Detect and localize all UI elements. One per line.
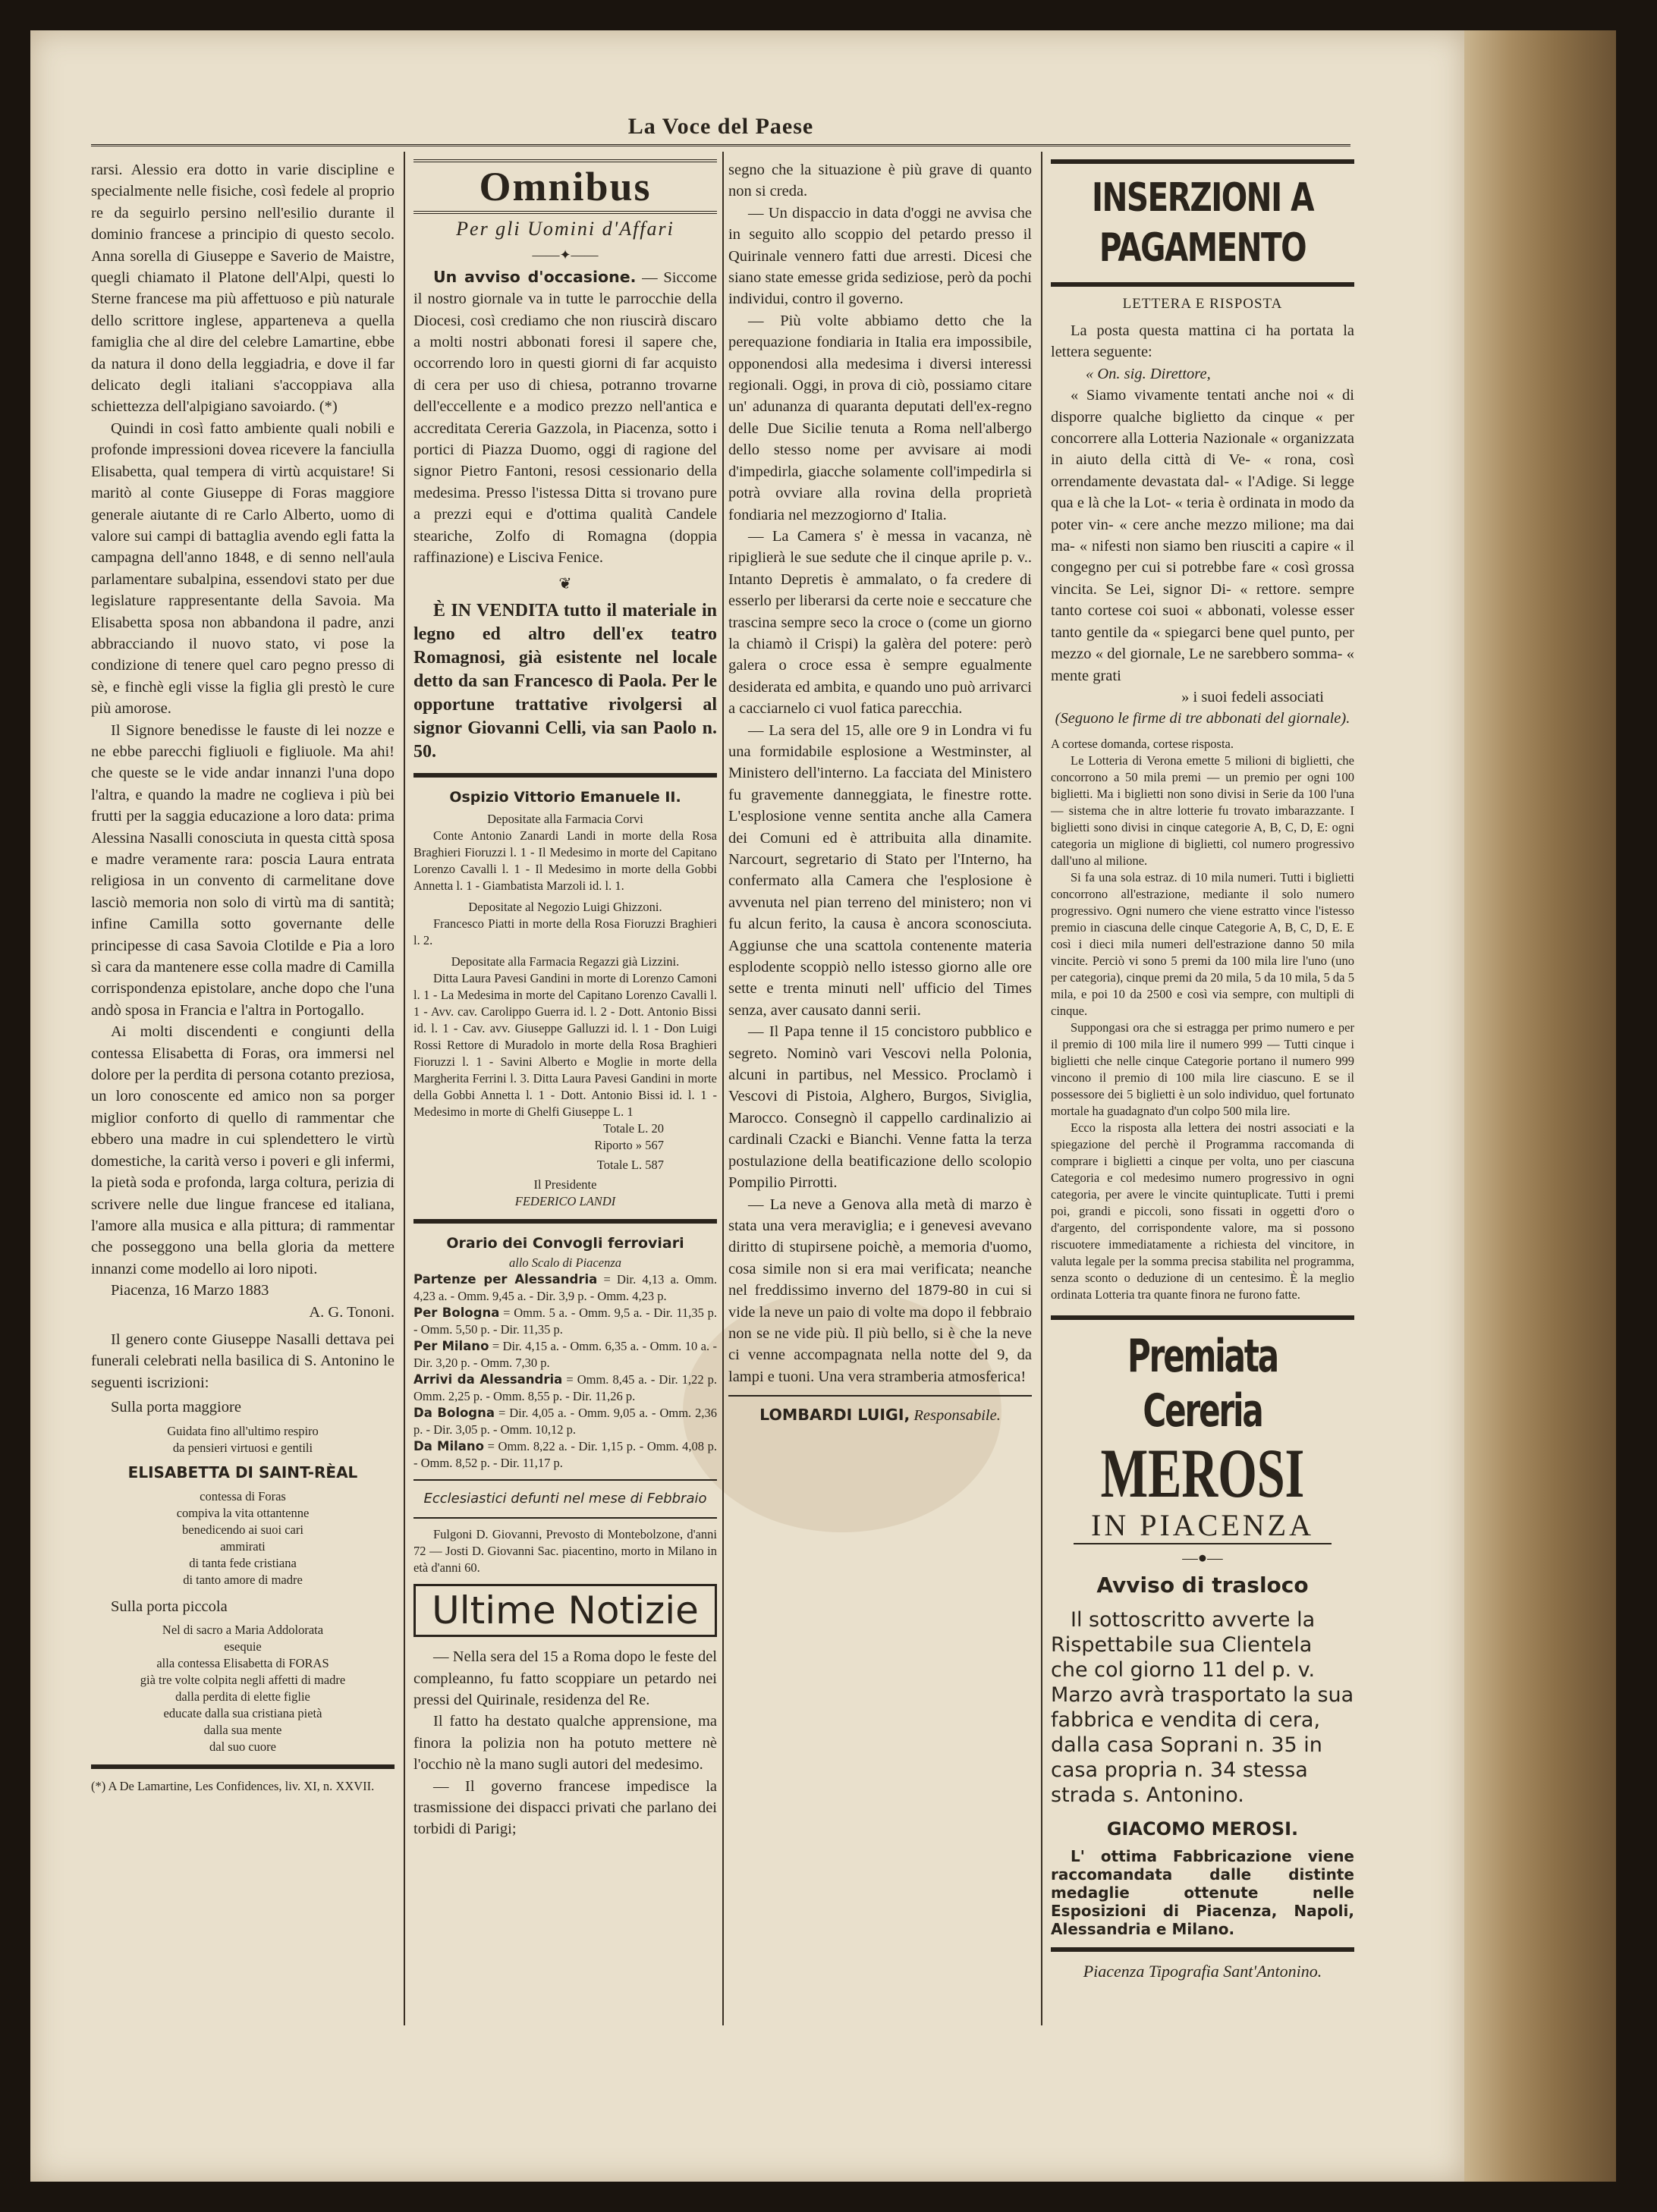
porta-piccola-label: Sulla porta piccola — [111, 1598, 228, 1615]
orario-row — [413, 1338, 717, 1372]
orario-row — [413, 1305, 717, 1338]
divider — [1051, 1315, 1354, 1320]
ornament-icon: —●— — [1182, 1549, 1223, 1566]
divider — [1051, 282, 1354, 287]
totale-1: Totale L. 20 — [603, 1121, 664, 1136]
article-signature: A. G. Tononi. — [309, 1303, 395, 1321]
omnibus-subtitle: Per gli Uomini d'Affari — [456, 218, 674, 240]
fleuron-icon: ❦ — [558, 575, 572, 592]
lettera-salutation: « On. sig. Direttore, — [1086, 365, 1211, 382]
inscription-line: benedicendo ai suoi cari — [182, 1522, 303, 1537]
column-2 — [413, 159, 717, 1840]
lettera-body: « Siamo vivamente tentati anche noi « di disporre qualche biglietto da cinque « per concorrere alla Lotteria Nazionale « organizzata in aiuto della città di Ve- « rona, così orrendamente devastata dal- « l'Adige. Si legge qua e là che la Lot- « teria è ordinata in modo da poter vin- « cere anche mezzo milione; ma dai ma- « nifesti non siamo ben riusciti a capire « il congegno per cui si potrebbe fare « così grossa vincita. Se Lei, signor Di- « rettore. sempre tanto cortese coi suoi « abbonati, volesse esser tanto gentile da « spiegarci bene quel punto, per mezzo « del giornale, Le ne sarebbero somma- « mente grati — [1051, 387, 1354, 684]
deposit-list: Ditta Laura Pavesi Gandini in morte di Lorenzo Camoni l. 1 - La Medesima in morte del Capitano Lorenzo Cavalli l. 1 - Avv. cav. Carolippo Guerra id. l. 2 - Dott. Antonio Bissi id. l. 1 - Cav. avv. Giuseppe Galluzzi id. l. 1 - Don Luigi Rossi Rettore di Muradolo in morte della Rosa Braghieri Fioruzzi l. 1 - Savini Alberto e Moglie in morte della Margherita Ferrini l. 3. Ditta Laura Pavesi Gandini in morte della Gobbi Annetta l. 1 - Dott. Antonio Bissi id. l. 1 - Medesimo in morte di Ghelfi Giuseppe L. 1 — [413, 971, 717, 1120]
orario-title: Orario dei Convogli ferroviari — [446, 1235, 684, 1252]
inscription-line: dal suo cuore — [209, 1739, 276, 1754]
deposit-label: Depositate alla Farmacia Corvi — [487, 812, 643, 827]
inscription-line: Nel di sacro a Maria Addolorata — [162, 1622, 324, 1637]
deposit-label: Depositate alla Farmacia Regazzi già Lizzini. — [451, 954, 680, 969]
orario-times: = Omm. 5 a. - Omm. 9,5 a. - Dir. 11,35 p. - Omm. 5,50 p. - Dir. 11,35 p. — [413, 1305, 718, 1337]
premiata-title: Premiata Cereria — [1127, 1329, 1278, 1437]
presidente-label: Il Presidente — [533, 1177, 597, 1192]
genero-paragraph: Il genero conte Giuseppe Nasalli dettava pei funerali celebrati nella basilica di S. Antonino le seguenti iscrizioni: — [91, 1331, 395, 1391]
inscription-2 — [91, 1622, 395, 1755]
lettera-intro: La posta questa mattina ci ha portata la lettera seguente: — [1051, 322, 1354, 361]
orario-label: Partenze per Alessandria — [413, 1271, 598, 1287]
news-paragraph: — La Camera s' è messa in vacanza, nè ripiglierà le sue sedute che il cinque aprile p. v.. Intanto Depretis è ammalato, o fa credere di esserlo per liberarsi da certe noie e seccature che trascina sempre seco la croce o (come un giorno la chiamò il Crispi) la galèra del potere: però galera o croce essa è sempre egualmente desiderata ed ambita, e quando uno può arrivarci a cacciarnelo ci vuol fatica parecchia. — [728, 527, 1032, 718]
merosi-title: MEROSI — [1100, 1434, 1305, 1512]
omnibus-title: Omnibus — [413, 159, 717, 214]
article-paragraph: rarsi. Alessio era dotto in varie discipline e specialmente nelle fisiche, così fedele al proprio re da seguirlo persino nell'esilio durante il dominio francese a principio di questo secolo. Anna sorella di Giuseppe e Saverio de Maistre, quegli chiamato il Platone dell'Alpi, questi lo Sterne francese ma più affettuoso e più naturale dello scrittore inglese, apparteneva a quella famiglia che al dire del celebre Lamartine, ebbe da natura il dono della leggiadria, e dove il far delicato degli italiani s'accoppiava alla schiettezza dell'alpigiano savoiardo. (*) — [91, 162, 395, 416]
inscription-1 — [91, 1423, 395, 1588]
lettera-note: (Seguono le firme di tre abbonati del giornale). — [1055, 710, 1350, 727]
news-paragraph: — Più volte abbiamo detto che la perequazione fondiaria in Italia era impossibile, opponendosi alla medesima i diversi interessi regionali. Oggi, in prova di ciò, possiamo citare un' adunanza di quaranta deputati dell'ex-regno delle Due Sicilie tenuta a Roma nell'albergo dello stesso nome per avvisare ai modi d'impedirla, giacche solamente coll'impedirla si potrà ovviare alla rovina della proprietà fondiaria nel mezzogiorno d' Italia. — [728, 312, 1032, 523]
risposta-paragraph: Ecco la risposta alla lettera dei nostri associati e la spiegazione del perchè il Programma raccomanda di comprare i biglietti a cinque per volta, uno per ciascuna Categoria e col medesimo numero progressivo in ogni categoria, per avere le vincite quintuplicate. Tutti i premi poi, grandi e piccoli, sono fissati in oggetti d'oro o d'argento, del corrispondente valore, ma si possono riscuotere immediatamente a richiesta del vincitore, in valuta legale per la somma precisa stabilita nel programma, senza sconto o deduzione di un centesimo. È la meglio ordinata Lotteria tra quante finora ne furono fatte. — [1051, 1120, 1354, 1302]
orario-list — [413, 1271, 717, 1472]
news-paragraph: — La sera del 15, alle ore 9 in Londra vi fu una formidabile esplosione a Westminster, al Ministero dell'interno. La facciata del Ministero fu gravemente danneggiata, le finestre rotte. L'esplosione venne sentita anche alla Camera dei Comuni ed è attribuita alla dinamite. Narcourt, segretario di Stato per l'Interno, ha confermato alla Camera che l'esplosione è avvenuta nel pian terreno del ministero; non vi fu alcun ferito, la causa è ancora sconosciuta. Aggiunse che una scattola contenente materia esplodente scoppiò nello istesso giorno alle ore sette e trenta minuti nell' ufficio del Times senza, aver causato danni serii. — [728, 721, 1032, 1019]
avviso-title: Un avviso d'occasione. — [433, 267, 637, 286]
orario-label: Per Bologna — [413, 1305, 500, 1320]
avviso-text: — Siccome il nostro giornale va in tutte le parrocchie della Diocesi, così crediamo che non riuscirà discaro a molti nostri abbonati foresi il sapere che, occorrendo loro in questi giorni di far acquisto di cera per uso di chiesa, potranno trovarne dell'eccellente e a modico prezzo nell'antica e accreditata Cereria Gazzola, in Piacenza, sotto i portici di Piazza Duomo, oggi di ragione del signor Pietro Fantoni, resosi cessionario della medesima. Presso l'istessa Ditta si trovano pure a prezzi equi e d'ottima qualità Candele steariche, Zolfo di Romagna (doppia raffinazione) e Lisciva Fenice. — [413, 269, 717, 567]
news-paragraph: — La neve a Genova alla metà di marzo è stata una vera meraviglia; e i genevesi avevano diritto di stupirsene poichè, a memoria d'uomo, cosa simile non si era mai verificata; neanche nel freddissimo inverno del 1879-80 in cui si vide la neve un paio di volte ma dopo il febbraio non se ne vide più. Il più bello, si è che la neve ci venne accompagnata nella notte del 9, da lampi e tuoni. Una vera stramberia atmosferica! — [728, 1196, 1032, 1385]
column-4 — [1051, 159, 1354, 1982]
risposta-paragraph: Si fa una sola estraz. di 10 mila numeri. Tutti i biglietti concorrono all'estrazione, mediante il solo numero progressivo. Ogni numero che viene estratto vince l'istesso premio in ciascuna delle cinque Categorie A, B, C, D, E. E così i dieci mila numeri dell'estrazione danno 50 mila vincite. Perciò vi sono 5 premi da 100 mila lire l'uno (uno per categoria), cinque premi da 20 mila, 5 da 10 mila, 5 da 5 mila, e poi 10 da 2500 e così via sempre, con multipli di cinque. — [1051, 869, 1354, 1018]
divider — [91, 1764, 395, 1769]
orario-subtitle: allo Scalo di Piacenza — [508, 1255, 622, 1270]
divider — [728, 1395, 1032, 1397]
totale-2: Totale L. 587 — [596, 1158, 664, 1173]
orario-label: Da Bologna — [413, 1405, 495, 1420]
article-paragraph: Quindi in così fatto ambiente quali nobili e profonde impressioni dovea ricevere la fanciulla Elisabetta, qual tempera di virtù acquistare! Si maritò al conte Giuseppe di Foras maggiore generale aiutante di re Carlo Alberto, uomo di valore sui campi di battaglia avendo egli fatta la campagna dell'anno 1848, e di senno nell'aula parlamentare subalpina, essendovi stato per due legislature rappresentante della Savoia. Ma Elisabetta sposa non abbandona il padre, anzi abbracciando il nuovo stato, vi pose la condizione di tenere quel caro pegno presso di sè, e finchè egli visse la figlia gli prestò le cure più amorose. — [91, 419, 395, 718]
column-3 — [728, 159, 1032, 1427]
deposit-list: Francesco Piatti in morte della Rosa Fioruzzi Braghieri l. 2. — [413, 916, 717, 948]
inscription-line: esequie — [224, 1639, 262, 1654]
divider — [413, 773, 717, 778]
risposta — [1051, 736, 1354, 1303]
inscription-line: contessa di Foras — [200, 1488, 286, 1503]
giacomo-merosi: GIACOMO MEROSI. — [1106, 1818, 1299, 1840]
inscription-line: dalla perdita di elette figlie — [175, 1689, 310, 1704]
divider — [1051, 1947, 1354, 1952]
orario-times: = Omm. 8,45 a. - Dir. 1,22 p. Omm. 2,25 p. - Omm. 8,55 p. - Dir. 11,26 p. — [413, 1372, 717, 1403]
lettera-subtitle: LETTERA E RISPOSTA — [1122, 296, 1283, 312]
ospizio-title: Ospizio Vittorio Emanuele II. — [449, 788, 681, 806]
news-paragraph: segno che la situazione è più grave di quanto non si creda. — [728, 162, 1032, 200]
risposta-paragraph: Le Lotteria di Verona emette 5 milioni di biglietti, che concorrono a 50 mila premi — un premio per ogni 100 biglietti. Ma i biglietti non sono divisi in Serie da 100 l'una — sistema che in altre lotterie fu trovato imbarazzante. I biglietti sono divisi in cinque categorie A, B, C, D, E: ogni categoria un miglione di biglietti, col numero progressivo dall'uno al milione. — [1051, 753, 1354, 868]
risposta-paragraph: Suppongasi ora che si estragga per primo numero e per il premio di 100 mila lire il numero 999 — Tutti cinque i biglietti che nelle cinque Categorie portano il numero 999 vincono il premio di 100 mila lire ciascuno. E se il possessore dei 5 biglietti è un solo individuo, quel fortunato mortale ha guadagnato d'un colpo 500 mila lire. — [1051, 1020, 1354, 1118]
column-rule — [722, 152, 724, 2025]
responsabile-role: Responsabile. — [913, 1407, 1001, 1425]
article-paragraph: Ai molti discendenti e congiunti della contessa Elisabetta di Foras, ora immersi nel dolore per la perdita di persona cotanto preziosa, un loro conoscente ed amico non sa porger miglior conforto di quello di rammentar che ebbero una madre in cui splendettero le virtù domestiche, la carità verso i poveri e gli infermi, la pietà soda e profonda, larga coltura, perizia di scrivere nelle due lingue francese ed italiana, l'amore alla musica e alla pittura; di rammentar che posseggono una bella gloria da mettere innanzi come modello ai loro nipoti. — [91, 1023, 395, 1277]
orario-times: = Dir. 4,13 a. Omm. 4,23 a. - Omm. 9,45 a. - Dir. 3,9 p. - Omm. 4,23 p. — [413, 1271, 717, 1303]
divider — [413, 1479, 717, 1481]
ultime-paragraph: — Il governo francese impedisce la trasmissione dei dispacci privati che parlano dei torbidi di Parigi; — [413, 1777, 717, 1838]
orario-label: Da Milano — [413, 1438, 485, 1453]
vendita-notice: È IN VENDITA tutto il materiale in legno ed altro dell'ex teatro Romagnosi, già esistente nel locale detto da san Francesco di Paola. Per le opportune trattative rivolgersi al signor Giovanni Celli, via san Paolo n. 50. — [413, 600, 717, 762]
inscription-line: compiva la vita ottantenne — [176, 1505, 310, 1520]
ultime-paragraph: Il fatto ha destato qualche apprensione, ma finora la polizia non ha potuto mettere nè l'occhio nè la mano sugli autori del medesimo. — [413, 1713, 717, 1774]
orario-row — [413, 1438, 717, 1472]
column-rule — [404, 152, 405, 2025]
riporto: Riporto » 567 — [594, 1138, 664, 1153]
risposta-paragraph: A cortese domanda, cortese risposta. — [1051, 736, 1234, 751]
inscription-line: alla contessa Elisabetta di FORAS — [156, 1655, 329, 1670]
ecclesiastici-text: Fulgoni D. Giovanni, Prevosto di Montebolzone, d'anni 72 — Josti D. Giovanni Sac. piacentino, morto in Milano in età d'anni 60. — [413, 1527, 717, 1576]
ultime-notizie-title: Ultime Notizie — [413, 1584, 717, 1637]
divider — [413, 1219, 717, 1224]
inserzioni-title: INSERZIONI A PAGAMENTO — [1091, 175, 1313, 271]
footnote: (*) A De Lamartine, Les Confidences, liv. XI, n. XXVII. — [91, 1778, 375, 1793]
inscription-line: Guidata fino all'ultimo respiro — [167, 1423, 319, 1438]
divider — [413, 1517, 717, 1519]
article-date: Piacenza, 16 Marzo 1883 — [111, 1282, 269, 1299]
inscription-line: ammirati — [220, 1538, 266, 1554]
inscription-line: educate dalla sua cristiana pietà — [163, 1705, 322, 1720]
deposit-list: Conte Antonio Zanardi Landi in morte della Rosa Braghieri Fioruzzi l. 1 - Il Medesimo in morte del Capitano Lorenzo Cavalli l. 1 - Il Medesimo in morte della Gobbi Annetta l. 1 - Giambatista Marzoli id. l. 1. — [413, 828, 717, 894]
presidente-name: FEDERICO LANDI — [514, 1194, 616, 1209]
inscription-line: dalla sua mente — [203, 1722, 282, 1737]
orario-times: = Dir. 4,15 a. - Omm. 6,35 a. - Omm. 10 a. - Dir. 3,20 p. - Omm. 7,30 p. — [413, 1338, 718, 1370]
column-rule — [1041, 152, 1042, 2025]
orario-row — [413, 1271, 717, 1305]
orario-label: Per Milano — [413, 1338, 489, 1353]
trasloco-title: Avviso di trasloco — [1096, 1573, 1309, 1598]
orario-row — [413, 1405, 717, 1438]
news-paragraph: — Un dispaccio in data d'oggi ne avvisa che in seguito allo scoppio del petardo presso il Quirinale vennero fatti due arresti. Dicesi che siano state emesse grida sediziose, però da pochi individui, contro il governo. — [728, 204, 1032, 308]
inscription-line: di tanta fede cristiana — [189, 1555, 297, 1570]
masthead: La Voce del Paese — [91, 114, 1350, 146]
orario-times: = Dir. 4,05 a. - Omm. 9,05 a. - Omm. 2,36 p. - Dir. 3,05 p. - Omm. 10,12 p. — [413, 1405, 718, 1437]
book-fore-edge — [1464, 30, 1616, 2182]
in-piacenza: IN PIACENZA — [1074, 1508, 1332, 1544]
inscription-line: già tre volte colpita negli affetti di madre — [140, 1672, 346, 1687]
orario-label: Arrivi da Alessandria — [413, 1372, 563, 1387]
inscription-name: ELISABETTA DI SAINT-RÈAL — [127, 1463, 358, 1481]
orario-row — [413, 1372, 717, 1405]
lettera-closing: » i suoi fedeli associati — [1181, 688, 1324, 705]
column-1 — [91, 159, 395, 1795]
ornament-icon: ——✦—— — [532, 247, 599, 263]
inscription-line: di tanto amore di madre — [183, 1572, 303, 1587]
orario-times: = Omm. 8,22 a. - Dir. 1,15 p. - Omm. 4,08 p. - Omm. 8,52 p. - Dir. 11,17 p. — [413, 1438, 718, 1470]
ecclesiastici-title: Ecclesiastici defunti nel mese di Febbraio — [423, 1490, 707, 1507]
trasloco-text: Il sottoscritto avverte la Rispettabile sua Clientela che col giorno 11 del p. v. Marzo avrà trasportato la sua fabbrica e vendita di cera, dalla casa Soprani n. 35 in casa propria n. 34 stessa strada s. Antonino. — [1051, 1607, 1354, 1807]
ultime-paragraph: — Nella sera del 15 a Roma dopo le feste del compleanno, fu fatto scoppiare un petardo nei pressi del Quirinale, residenza del Re. — [413, 1648, 717, 1708]
fabbricazione-text: L' ottima Fabbricazione viene raccomandata dalle distinte medaglie ottenute nelle Esposizioni di Piacenza, Napoli, Alessandria e Milano. — [1051, 1846, 1354, 1938]
porta-maggiore-label: Sulla porta maggiore — [111, 1399, 241, 1416]
article-paragraph: Il Signore benedisse le fauste di lei nozze e ne ebbe parecchi figliuoli e figliuole. Ma ahi! che queste se le vide andar innanzi l'una dopo l'altra, e quando la madre ne coglieva i più bei frutti per la saggia educazione a loro data: prima Alessina Nasalli conosciuta in questa città sposa e madre veramente rara: poscia Laura entrata religiosa in un convento di carmelitane dove lasciò memoria non solo di virtù ma di santità; infine Camilla sotto governante delle principesse di casa Savoia Clotilde e Pia a loro sì cara da mantenere esse colla madre di Camilla corrispondenza epistolare, anche dopo che l'una andò sposa in Francia e l'altra in Portogallo. — [91, 721, 395, 1019]
news-paragraph: — Il Papa tenne il 15 concistoro pubblico e segreto. Nominò vari Vescovi nella Polonia, alcuni in partibus, nel Messico. Proclamò i Vescovi di Pistoia, Alghero, Burgos, Siviglia, Marocco. Consegnò il cappello cardinalizio ai cardinali Czacki e Bianchi. Venne fatta la terza postulazione della beatificazione dello scolopio Pompilio Pirrotti. — [728, 1023, 1032, 1192]
responsabile-name: LOMBARDI LUIGI, — [759, 1406, 910, 1425]
tipografia: Piacenza Tipografia Sant'Antonino. — [1083, 1961, 1322, 1981]
divider — [1051, 159, 1354, 164]
inscription-line: da pensieri virtuosi e gentili — [172, 1440, 313, 1455]
deposit-label: Depositate al Negozio Luigi Ghizzoni. — [468, 900, 662, 915]
